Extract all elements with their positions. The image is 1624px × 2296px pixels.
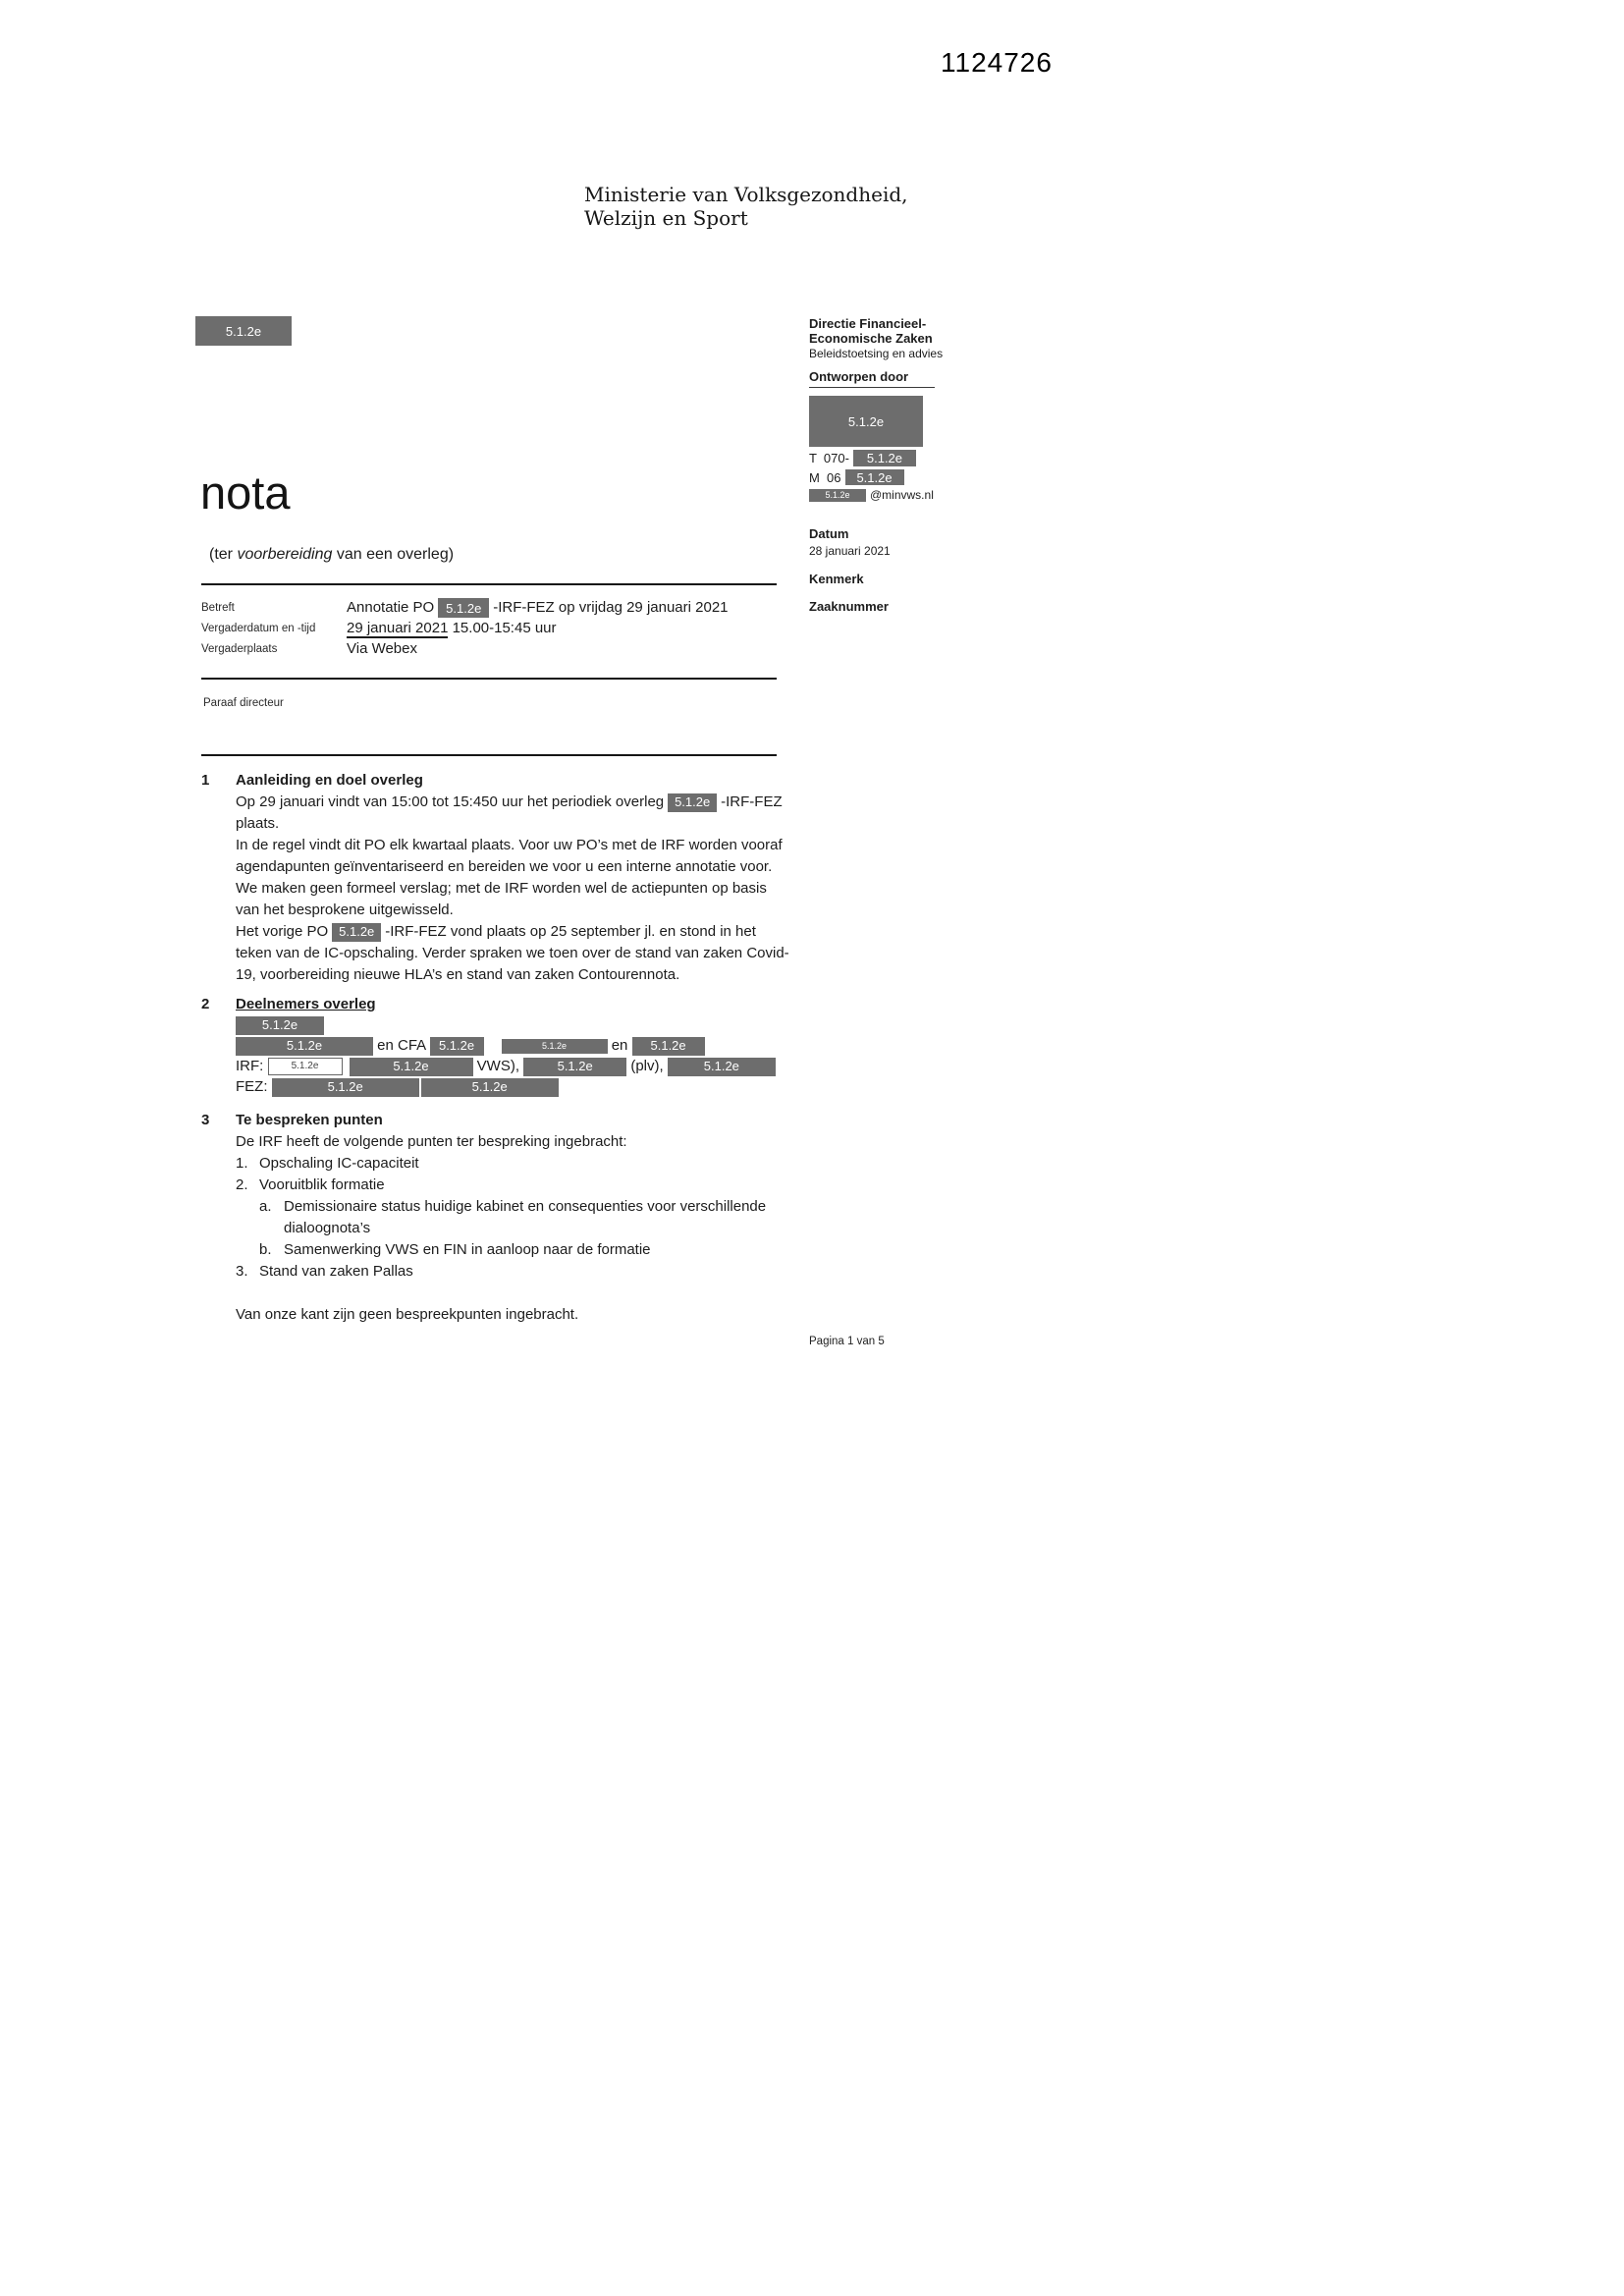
betreft-label: Betreft bbox=[201, 602, 235, 614]
redaction-box: 5.1.2e bbox=[523, 1058, 626, 1076]
section-te-bespreken bbox=[201, 1110, 792, 1326]
section-heading: Te bespreken punten bbox=[236, 1112, 383, 1128]
list-text: Stand van zaken Pallas bbox=[259, 1263, 413, 1280]
participants-text: VWS), bbox=[472, 1058, 524, 1074]
section-heading: Deelnemers overleg bbox=[236, 996, 376, 1012]
paragraph: In de regel vindt dit PO elk kwartaal plaats. Voor uw PO’s met de IRF worden vooraf agendapunten geïnventariseerd en bereiden we voor u een interne annotatie voor. We maken geen formeel verslag; met de IRF worden wel de actiepunten op basis van het besprokene uitgewisseld. bbox=[236, 837, 783, 918]
subtitle-pre: (ter bbox=[209, 546, 238, 563]
section-content bbox=[236, 1110, 792, 1326]
list-item bbox=[236, 1153, 792, 1175]
subtitle-post: van een overleg) bbox=[332, 546, 455, 563]
paragraph-text: Het vorige PO bbox=[236, 923, 329, 940]
betreft-value bbox=[347, 597, 729, 618]
redaction-box: 5.1.2e bbox=[236, 1016, 324, 1035]
list-text: Samenwerking VWS en FIN in aanloop naar de formatie bbox=[284, 1241, 651, 1258]
meta-table bbox=[201, 597, 790, 659]
section-number: 1 bbox=[201, 772, 210, 789]
participants-text: en bbox=[607, 1037, 632, 1054]
participants-text: (plv), bbox=[626, 1058, 668, 1074]
section-intro: De IRF heeft de volgende punten ter bespreking ingebracht: bbox=[236, 1133, 627, 1150]
divider-middle bbox=[201, 678, 777, 680]
ministry-header bbox=[584, 183, 908, 230]
redaction-box: 5.1.2e bbox=[332, 923, 381, 942]
sidebar-info bbox=[809, 316, 1025, 614]
subtitle-italic: voorbereiding bbox=[237, 546, 333, 563]
divider-bottom bbox=[201, 754, 777, 756]
phone-m-row bbox=[809, 469, 1025, 485]
participants-row bbox=[236, 1057, 792, 1076]
betreft-value-pre: Annotatie PO bbox=[347, 599, 435, 616]
list-item bbox=[259, 1196, 792, 1239]
paragraph-text: -IRF-FEZ plaats. bbox=[236, 793, 783, 832]
paraaf-label: Paraaf directeur bbox=[203, 697, 284, 709]
divider-top bbox=[201, 583, 777, 585]
redaction-box-outlined: 5.1.2e bbox=[268, 1058, 343, 1075]
vergaderdatum-date: 29 januari 2021 bbox=[347, 620, 449, 637]
email-domain: @minvws.nl bbox=[870, 488, 934, 502]
phone-t-row bbox=[809, 450, 1025, 466]
list-marker: 1. bbox=[236, 1155, 248, 1172]
list-text: Opschaling IC-capaciteit bbox=[259, 1155, 419, 1172]
list-marker: b. bbox=[259, 1241, 272, 1258]
ontworpen-door-label: Ontworpen door bbox=[809, 369, 935, 388]
section-content bbox=[236, 994, 792, 1098]
list-marker: 3. bbox=[236, 1263, 248, 1280]
section-content bbox=[236, 770, 792, 986]
zaaknummer-label: Zaaknummer bbox=[809, 599, 889, 614]
vergaderplaats-value: Via Webex bbox=[347, 640, 417, 658]
list-item bbox=[236, 1175, 792, 1196]
vergaderplaats-label: Vergaderplaats bbox=[201, 643, 278, 656]
phone-m-prefix: M 06 bbox=[809, 469, 841, 485]
list-item bbox=[259, 1239, 792, 1261]
redaction-box-email: 5.1.2e bbox=[809, 489, 866, 502]
participants-label-irf: IRF: bbox=[236, 1058, 268, 1074]
email-row bbox=[809, 488, 1025, 503]
directie-unit: Beleidstoetsing en advies bbox=[809, 347, 944, 360]
vergaderdatum-label: Vergaderdatum en -tijd bbox=[201, 623, 316, 635]
betreft-value-post: -IRF-FEZ op vrijdag 29 januari 2021 bbox=[493, 599, 729, 616]
section-heading: Aanleiding en doel overleg bbox=[236, 772, 423, 789]
participants-row bbox=[236, 1077, 792, 1097]
phone-t-prefix: T 070- bbox=[809, 451, 849, 465]
paragraph-text: Op 29 januari vindt van 15:00 tot 15:450 uur het periodiek overleg bbox=[236, 793, 665, 810]
redaction-box: 5.1.2e bbox=[272, 1078, 419, 1097]
ministry-line2: Welzijn en Sport bbox=[584, 206, 748, 230]
datum-value: 28 januari 2021 bbox=[809, 544, 891, 558]
directie-line1: Directie Financieel- bbox=[809, 316, 927, 331]
participants-row bbox=[236, 1036, 792, 1056]
ministry-line1: Ministerie van Volksgezondheid, bbox=[584, 183, 908, 206]
redaction-box: 5.1.2e bbox=[668, 793, 717, 812]
redaction-box-phone-t: 5.1.2e bbox=[853, 450, 916, 466]
page-title: nota bbox=[200, 466, 291, 519]
list-item bbox=[236, 1261, 792, 1283]
meta-row-datum-tijd bbox=[201, 618, 790, 638]
closing-statement: Van onze kant zijn geen bespreekpunten ingebracht. bbox=[236, 1306, 579, 1323]
redaction-box: 5.1.2e bbox=[195, 316, 292, 346]
list-marker: 2. bbox=[236, 1176, 248, 1193]
participants-label-fez: FEZ: bbox=[236, 1078, 272, 1095]
document-body bbox=[201, 770, 792, 1326]
section-deelnemers bbox=[201, 994, 792, 1098]
datum-label: Datum bbox=[809, 526, 849, 541]
meta-row-plaats bbox=[201, 638, 790, 659]
paragraph bbox=[236, 921, 792, 986]
list-marker: a. bbox=[259, 1198, 272, 1215]
list-text: Vooruitblik formatie bbox=[259, 1176, 385, 1193]
page-subtitle bbox=[209, 546, 454, 564]
meta-row-betreft bbox=[201, 597, 790, 618]
participants-row bbox=[236, 1015, 792, 1035]
redaction-box: 5.1.2e bbox=[668, 1058, 776, 1076]
redaction-box: 5.1.2e bbox=[236, 1037, 373, 1056]
section-aanleiding bbox=[201, 770, 792, 986]
redaction-box: 5.1.2e bbox=[421, 1078, 559, 1097]
page-footer: Pagina 1 van 5 bbox=[809, 1336, 885, 1347]
redaction-box: 5.1.2e bbox=[502, 1039, 608, 1054]
kenmerk-label: Kenmerk bbox=[809, 572, 864, 586]
directie-line2: Economische Zaken bbox=[809, 331, 933, 346]
vergaderdatum-time: 15.00-15:45 uur bbox=[448, 620, 557, 637]
redaction-box-author: 5.1.2e bbox=[809, 396, 923, 447]
paragraph-text: -IRF-FEZ vond plaats op 25 september jl. en stond in het teken van de IC-opschaling. Verder spraken we toen over de stand van zaken Covid-19, voorbereiding nieuwe HLA’s en stand van zaken Contourennota. bbox=[236, 923, 789, 983]
redaction-box: 5.1.2e bbox=[430, 1037, 484, 1056]
section-number: 2 bbox=[201, 996, 210, 1012]
section-number: 3 bbox=[201, 1112, 210, 1128]
redaction-box: 5.1.2e bbox=[632, 1037, 705, 1056]
paragraph bbox=[236, 792, 792, 835]
document-number: 1124726 bbox=[941, 47, 1053, 78]
redaction-box: 5.1.2e bbox=[438, 598, 489, 618]
redaction-box-phone-m: 5.1.2e bbox=[845, 469, 904, 485]
participants-text: en CFA bbox=[373, 1037, 430, 1054]
vergaderdatum-value bbox=[347, 618, 557, 638]
list-text: Demissionaire status huidige kabinet en consequenties voor verschillende dialoognota’s bbox=[284, 1198, 767, 1236]
redaction-box: 5.1.2e bbox=[350, 1058, 473, 1076]
